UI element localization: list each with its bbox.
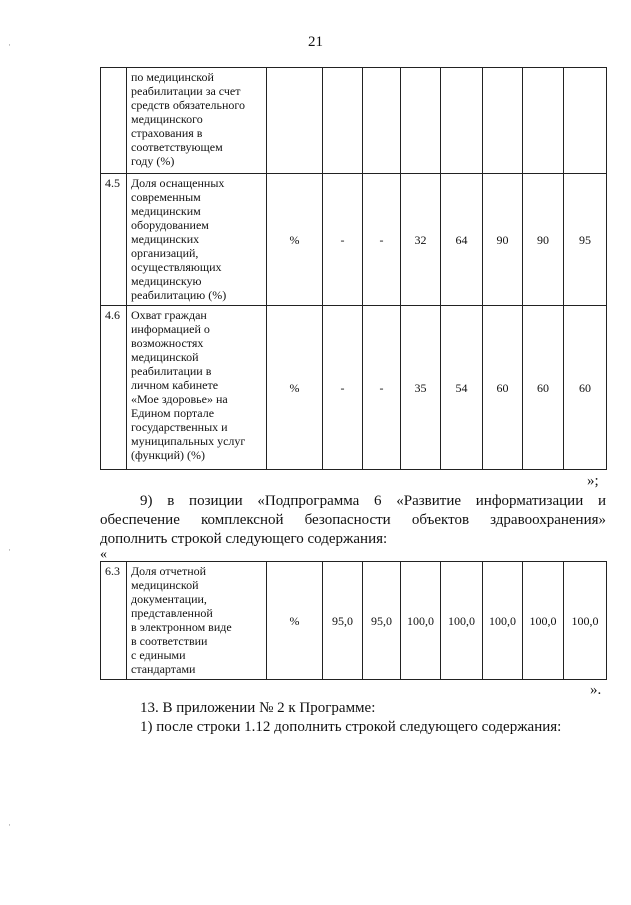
row-number xyxy=(101,68,127,174)
value-cell: 60 xyxy=(523,306,564,470)
indicator-name-line: Охват граждан xyxy=(131,308,207,322)
indicator-name-line: реабилитацию (%) xyxy=(131,288,227,302)
value-cell: - xyxy=(363,174,401,306)
indicator-name xyxy=(127,68,267,174)
row-number: 6.3 xyxy=(101,562,127,680)
margin-mark: · xyxy=(8,820,11,830)
indicator-name-line: личном кабинете xyxy=(131,378,219,392)
unit-cell xyxy=(267,68,323,174)
indicator-name-line: стандартами xyxy=(131,662,196,676)
value-cell: 100,0 xyxy=(564,562,607,680)
value-cell: - xyxy=(363,306,401,470)
row-number: 4.6 xyxy=(101,306,127,470)
indicator-name-line: оборудованием xyxy=(131,218,209,232)
value-cell: 95,0 xyxy=(323,562,363,680)
indicator-name-line: медицинского xyxy=(131,112,203,126)
value-cell: 90 xyxy=(523,174,564,306)
indicator-name-line: медицинским xyxy=(131,204,201,218)
indicator-name-line: в электронном виде xyxy=(131,620,232,634)
value-cell xyxy=(323,68,363,174)
indicator-name-line: по медицинской xyxy=(131,70,214,84)
indicator-name xyxy=(127,174,267,306)
indicator-name-line: документации, xyxy=(131,592,207,606)
indicator-name-line: возможностях xyxy=(131,336,204,350)
value-cell: 100,0 xyxy=(401,562,441,680)
indicator-name-line: Едином портале xyxy=(131,406,215,420)
indicator-name-line: Доля отчетной xyxy=(131,564,207,578)
value-cell: 100,0 xyxy=(441,562,483,680)
indicator-name-line: информацией о xyxy=(131,322,210,336)
value-cell: - xyxy=(323,306,363,470)
table-row xyxy=(101,306,607,470)
indicator-name-line: реабилитации за счет xyxy=(131,84,241,98)
paragraph-9-line-2: обеспечение комплексной безопасности объектов здравоохранения» xyxy=(100,512,606,528)
value-cell xyxy=(483,68,523,174)
table2-closing-quote: ». xyxy=(590,682,602,698)
table-row xyxy=(101,68,607,174)
value-cell xyxy=(363,68,401,174)
paragraph-9-line-1: 9) в позиции «Подпрограмма 6 «Развитие информатизации и xyxy=(140,493,606,509)
indicator-name-line: реабилитации в xyxy=(131,364,212,378)
value-cell: - xyxy=(323,174,363,306)
row-number: 4.5 xyxy=(101,174,127,306)
unit-cell: % xyxy=(267,174,323,306)
value-cell: 100,0 xyxy=(483,562,523,680)
item-13-1: 1) после строки 1.12 дополнить строкой следующего содержания: xyxy=(140,719,562,735)
indicator-name-line: медицинской xyxy=(131,578,199,592)
indicator-name-line: соответствующем xyxy=(131,140,223,154)
value-cell: 100,0 xyxy=(523,562,564,680)
unit-cell: % xyxy=(267,562,323,680)
value-cell: 64 xyxy=(441,174,483,306)
value-cell xyxy=(441,68,483,174)
value-cell: 35 xyxy=(401,306,441,470)
page-number: 21 xyxy=(308,34,323,50)
table2-opening-quote: « xyxy=(100,547,107,562)
indicator-name-line: осуществляющих xyxy=(131,260,222,274)
item-13: 13. В приложении № 2 к Программе: xyxy=(140,700,376,716)
table-row xyxy=(101,174,607,306)
indicators-table-subprogram-6 xyxy=(100,561,607,680)
indicator-name-line: в соответствии xyxy=(131,634,208,648)
value-cell xyxy=(523,68,564,174)
indicator-name-line: году (%) xyxy=(131,154,175,168)
indicator-name-line: представленной xyxy=(131,606,213,620)
value-cell xyxy=(401,68,441,174)
table-row xyxy=(101,562,607,680)
paragraph-9 xyxy=(100,492,606,549)
indicator-name-line: (функций) (%) xyxy=(131,448,205,462)
value-cell: 60 xyxy=(483,306,523,470)
indicator-name-line: страхования в xyxy=(131,126,203,140)
indicator-name-line: Доля оснащенных xyxy=(131,176,225,190)
indicator-name xyxy=(127,306,267,470)
margin-mark: · xyxy=(8,40,11,50)
paragraph-9-line-3: дополнить строкой следующего содержания: xyxy=(100,531,388,547)
unit-cell: % xyxy=(267,306,323,470)
value-cell: 60 xyxy=(564,306,607,470)
value-cell: 95 xyxy=(564,174,607,306)
indicator-name xyxy=(127,562,267,680)
indicator-name-line: организаций, xyxy=(131,246,199,260)
value-cell: 54 xyxy=(441,306,483,470)
indicator-name-line: государственных и xyxy=(131,420,228,434)
value-cell: 90 xyxy=(483,174,523,306)
table1-closing-quote: »; xyxy=(587,473,599,489)
indicator-name-line: медицинскую xyxy=(131,274,202,288)
indicator-name-line: средств обязательного xyxy=(131,98,245,112)
indicator-name-line: современным xyxy=(131,190,201,204)
indicators-table-subprogram-4 xyxy=(100,67,607,470)
value-cell: 32 xyxy=(401,174,441,306)
margin-mark: · xyxy=(8,545,11,555)
value-cell xyxy=(564,68,607,174)
value-cell: 95,0 xyxy=(363,562,401,680)
indicator-name-line: медицинской xyxy=(131,350,199,364)
indicator-name-line: медицинских xyxy=(131,232,200,246)
indicator-name-line: муниципальных услуг xyxy=(131,434,246,448)
indicator-name-line: с едиными xyxy=(131,648,186,662)
indicator-name-line: «Мое здоровье» на xyxy=(131,392,228,406)
